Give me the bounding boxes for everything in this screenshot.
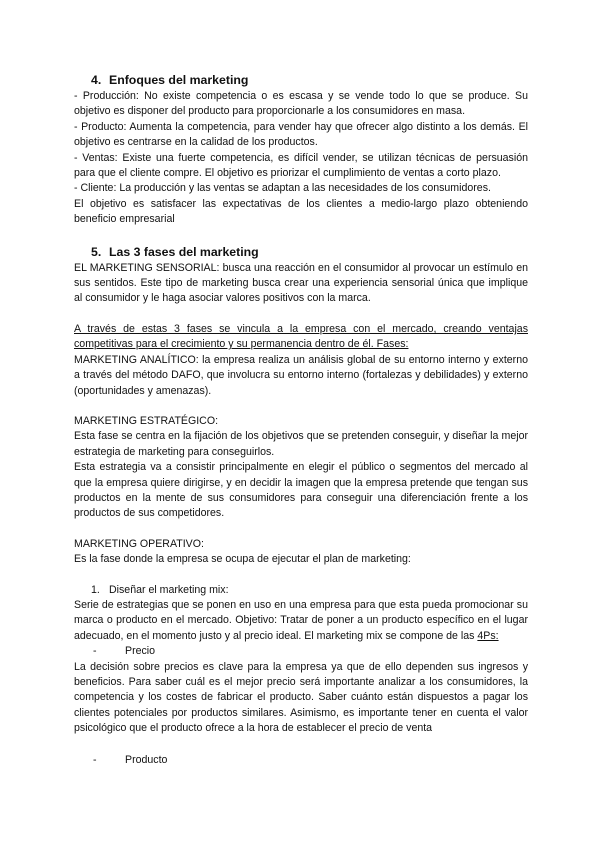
marketing-mix-paragraph — [74, 598, 528, 644]
4ps-link[interactable]: 4Ps: — [477, 629, 499, 642]
marketing-operativo-paragraph: Es la fase donde la empresa se ocupa de ejecutar el plan de marketing: — [74, 553, 411, 566]
producto-label: Producto — [125, 753, 168, 766]
marketing-operativo-title: MARKETING OPERATIVO: — [74, 537, 204, 550]
marketing-estrategico-paragraph-2: Esta estrategia va a consistir principalmente en elegir el público o segmentos del mercado al que la empresa quiere dirigirse, y en decidir la imagen que la empresa pretende que tengan sus productos en la mente de sus consumidores para conseguir una diferenciación frente a los productos de sus competidores. — [74, 461, 528, 520]
enfoque-cliente-objetivo: El objetivo es satisfacer las expectativas de los clientes a medio-largo plazo obteniendo beneficio empresarial — [74, 197, 528, 226]
bullet-producto — [93, 753, 528, 768]
precio-label: Precio — [125, 645, 156, 658]
marketing-mix-text: Serie de estrategias que se ponen en uso en una empresa para que esta pueda promocionar su marca o producto en el mercado. Objetivo: Tratar de poner a un producto específico en el lugar adecuado, en el momento justo y al precio ideal. El marketing mix se compone de las — [74, 598, 528, 642]
marketing-sensorial-paragraph: EL MARKETING SENSORIAL: busca una reacción en el consumidor al provocar un estímulo en sus sentidos. Este tipo de marketing busca crear una experiencia sensorial única que implique al consumidor y le haga asociar valores positivos con la marca. — [74, 261, 528, 305]
section-5-number: 5. — [91, 244, 102, 259]
enfoque-ventas: - Ventas: Existe una fuerte competencia, es difícil vender, se utilizan técnicas de persuasión para que el cliente compre. El objetivo es priorizar el cumplimiento de ventas a corto plazo. — [74, 151, 528, 180]
section-4-heading — [91, 72, 528, 88]
enfoque-producto: - Producto: Aumenta la competencia, para vender hay que ofrecer algo distinto a los demás. El objetivo es centrarse en la calidad de los productos. — [74, 120, 528, 149]
enfoque-cliente: - Cliente: La producción y las ventas se adaptan a las necesidades de los consumidores. — [74, 182, 491, 195]
fases-intro-paragraph: A través de estas 3 fases se vincula a la empresa con el mercado, creando ventajas competitivas para el crecimiento y su permanencia dentro de él. Fases: — [74, 322, 528, 351]
section-5-title: Las 3 fases del marketing — [109, 244, 259, 259]
dash-marker: - — [93, 753, 97, 766]
item-number: 1. — [91, 583, 100, 596]
section-4-number: 4. — [91, 73, 102, 87]
dash-marker: - — [93, 645, 97, 658]
section-5-heading — [91, 244, 528, 260]
item-label: Diseñar el marketing mix: — [109, 583, 229, 596]
section-4-title: Enfoques del marketing — [109, 73, 249, 87]
marketing-analitico-paragraph: MARKETING ANALÍTICO: la empresa realiza un análisis global de su entorno interno y externo a través del método DAFO, que involucra su entorno interno (fortalezas y debilidades) y externo (oportunidades y amenazas). — [74, 353, 528, 397]
precio-paragraph: La decisión sobre precios es clave para la empresa ya que de ello dependen sus ingresos y beneficios. Para saber cuál es el mejor precio será importante analizar a los consumidores, la competencia y los costes de fabricar el producto. Saber cuánto están dispuestos a pagar los clientes potenciales por productos similares. Asimismo, es importante tener en cuenta el valor psicológico que el producto ofrece a la hora de establecer el precio de venta — [74, 660, 528, 735]
document-page — [74, 72, 528, 768]
bullet-precio — [93, 644, 528, 659]
marketing-estrategico-paragraph-1: Esta fase se centra en la fijación de los objetivos que se pretenden conseguir, y diseñar la mejor estrategia de marketing para conseguirlos. — [74, 430, 528, 458]
enfoque-produccion: - Producción: No existe competencia o es escasa y se vende todo lo que se produce. Su objetivo es disponer del producto para proporcionarle a los consumidores en masa. — [74, 90, 528, 118]
marketing-estrategico-title: MARKETING ESTRATÉGICO: — [74, 414, 219, 427]
numbered-item-marketing-mix — [91, 583, 528, 598]
